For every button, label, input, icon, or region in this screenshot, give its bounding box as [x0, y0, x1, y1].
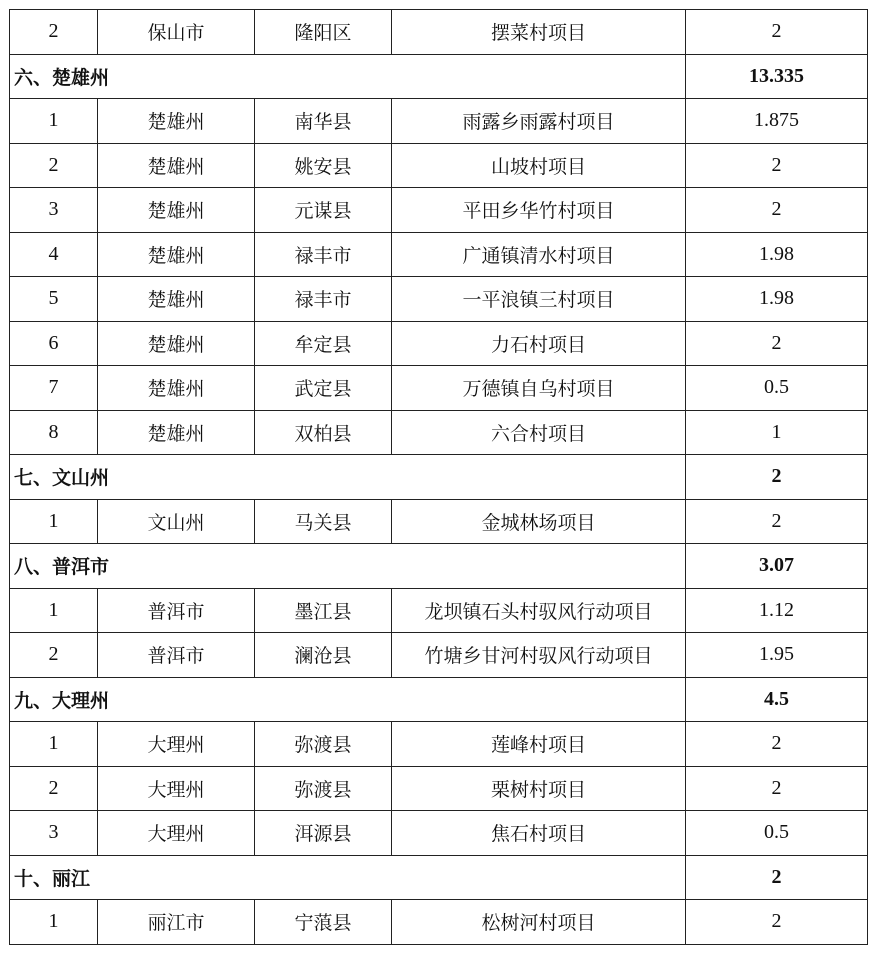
row-index: 2: [10, 633, 98, 678]
county-cell: 墨江县: [255, 588, 392, 633]
amount-cell: 1.12: [686, 588, 868, 633]
project-name-cell: 摆菜村项目: [392, 10, 686, 55]
group-total: 3.07: [686, 544, 868, 589]
city-cell: 大理州: [98, 722, 255, 767]
amount-cell: 2: [686, 188, 868, 233]
table-row: [10, 766, 868, 811]
county-cell: 元谋县: [255, 188, 392, 233]
group-label: 九、大理州: [10, 677, 686, 722]
amount-cell: 2: [686, 766, 868, 811]
amount-cell: 2: [686, 321, 868, 366]
table-row: [10, 232, 868, 277]
county-cell: 牟定县: [255, 321, 392, 366]
city-cell: 保山市: [98, 10, 255, 55]
row-index: 7: [10, 366, 98, 411]
table-row: [10, 321, 868, 366]
group-total: 2: [686, 855, 868, 900]
table-row: [10, 188, 868, 233]
group-header-row: [10, 54, 868, 99]
amount-cell: 1.875: [686, 99, 868, 144]
city-cell: 楚雄州: [98, 366, 255, 411]
county-cell: 禄丰市: [255, 277, 392, 322]
city-cell: 楚雄州: [98, 321, 255, 366]
row-index: 1: [10, 99, 98, 144]
county-cell: 弥渡县: [255, 766, 392, 811]
city-cell: 大理州: [98, 766, 255, 811]
project-name-cell: 焦石村项目: [392, 811, 686, 856]
table-row: [10, 811, 868, 856]
amount-cell: 2: [686, 900, 868, 945]
amount-cell: 0.5: [686, 811, 868, 856]
project-table: [9, 9, 868, 945]
city-cell: 楚雄州: [98, 99, 255, 144]
row-index: 3: [10, 811, 98, 856]
city-cell: 楚雄州: [98, 143, 255, 188]
row-index: 4: [10, 232, 98, 277]
county-cell: 宁蒗县: [255, 900, 392, 945]
group-header-row: [10, 455, 868, 500]
project-name-cell: 广通镇清水村项目: [392, 232, 686, 277]
county-cell: 隆阳区: [255, 10, 392, 55]
group-label: 六、楚雄州: [10, 54, 686, 99]
row-index: 1: [10, 588, 98, 633]
group-total: 2: [686, 455, 868, 500]
group-header-row: [10, 855, 868, 900]
city-cell: 楚雄州: [98, 410, 255, 455]
project-name-cell: 力石村项目: [392, 321, 686, 366]
group-total: 4.5: [686, 677, 868, 722]
project-name-cell: 一平浪镇三村项目: [392, 277, 686, 322]
group-label: 七、文山州: [10, 455, 686, 500]
county-cell: 双柏县: [255, 410, 392, 455]
project-name-cell: 六合村项目: [392, 410, 686, 455]
county-cell: 武定县: [255, 366, 392, 411]
group-label: 十、丽江: [10, 855, 686, 900]
amount-cell: 2: [686, 10, 868, 55]
group-header-row: [10, 544, 868, 589]
table-row: [10, 99, 868, 144]
table-row: [10, 722, 868, 767]
city-cell: 楚雄州: [98, 277, 255, 322]
project-table-body: [10, 10, 868, 945]
city-cell: 楚雄州: [98, 188, 255, 233]
table-row: [10, 588, 868, 633]
row-index: 6: [10, 321, 98, 366]
group-label: 八、普洱市: [10, 544, 686, 589]
city-cell: 楚雄州: [98, 232, 255, 277]
county-cell: 禄丰市: [255, 232, 392, 277]
city-cell: 丽江市: [98, 900, 255, 945]
county-cell: 洱源县: [255, 811, 392, 856]
city-cell: 普洱市: [98, 633, 255, 678]
table-row: [10, 10, 868, 55]
project-name-cell: 山坡村项目: [392, 143, 686, 188]
amount-cell: 1.98: [686, 232, 868, 277]
amount-cell: 1: [686, 410, 868, 455]
row-index: 8: [10, 410, 98, 455]
county-cell: 澜沧县: [255, 633, 392, 678]
county-cell: 姚安县: [255, 143, 392, 188]
project-name-cell: 龙坝镇石头村驭风行动项目: [392, 588, 686, 633]
row-index: 2: [10, 10, 98, 55]
city-cell: 大理州: [98, 811, 255, 856]
project-name-cell: 平田乡华竹村项目: [392, 188, 686, 233]
amount-cell: 2: [686, 143, 868, 188]
amount-cell: 2: [686, 499, 868, 544]
project-name-cell: 金城林场项目: [392, 499, 686, 544]
row-index: 1: [10, 900, 98, 945]
county-cell: 南华县: [255, 99, 392, 144]
project-name-cell: 竹塘乡甘河村驭风行动项目: [392, 633, 686, 678]
county-cell: 马关县: [255, 499, 392, 544]
table-row: [10, 277, 868, 322]
amount-cell: 1.98: [686, 277, 868, 322]
row-index: 5: [10, 277, 98, 322]
group-header-row: [10, 677, 868, 722]
project-name-cell: 万德镇自乌村项目: [392, 366, 686, 411]
county-cell: 弥渡县: [255, 722, 392, 767]
project-name-cell: 雨露乡雨露村项目: [392, 99, 686, 144]
amount-cell: 1.95: [686, 633, 868, 678]
table-row: [10, 366, 868, 411]
project-name-cell: 莲峰村项目: [392, 722, 686, 767]
table-row: [10, 900, 868, 945]
project-name-cell: 栗树村项目: [392, 766, 686, 811]
row-index: 3: [10, 188, 98, 233]
table-row: [10, 410, 868, 455]
amount-cell: 2: [686, 722, 868, 767]
project-name-cell: 松树河村项目: [392, 900, 686, 945]
row-index: 2: [10, 766, 98, 811]
group-total: 13.335: [686, 54, 868, 99]
row-index: 1: [10, 499, 98, 544]
table-row: [10, 499, 868, 544]
table-row: [10, 143, 868, 188]
city-cell: 文山州: [98, 499, 255, 544]
table-row: [10, 633, 868, 678]
amount-cell: 0.5: [686, 366, 868, 411]
row-index: 2: [10, 143, 98, 188]
row-index: 1: [10, 722, 98, 767]
city-cell: 普洱市: [98, 588, 255, 633]
